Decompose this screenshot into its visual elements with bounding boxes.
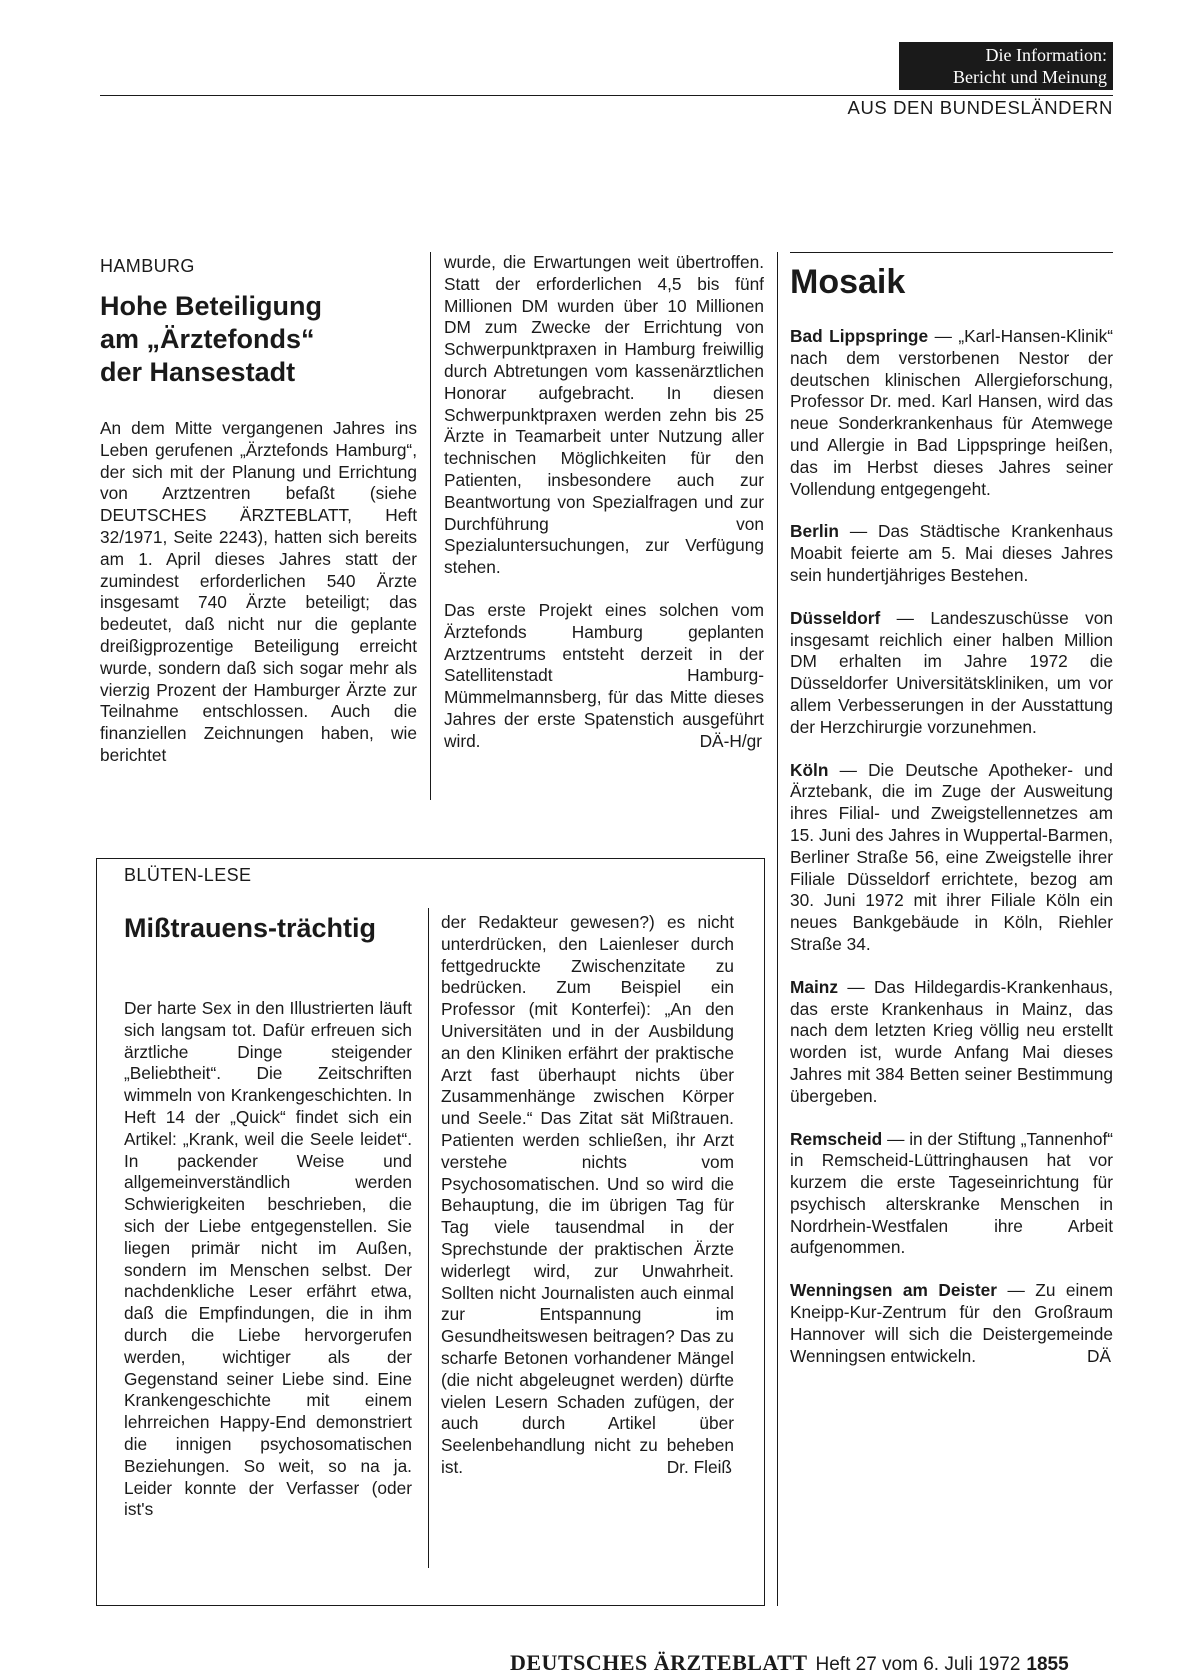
mosaik-entry [790,977,1113,1108]
hamburg-headline-line-3: der Hansestadt [100,357,296,387]
mosaik-entry-place: Bad Lippspringe [790,326,929,346]
mosaik-entry-text: — Das Städtische Krankenhaus Moabit feierte am 5. Mai dieses Jahres sein hundertjähriges Bestehen. [790,521,1113,585]
column-divider [430,252,431,800]
mosaik-entry-place: Remscheid [790,1128,883,1149]
mosaik-entry-text: — Das Hildegardis-Krankenhaus, das erste Krankenhaus in Mainz, das nach dem letzten Krieg völlig neu erstellt worden ist, wurde Anfang Mai dieses Jahres mit 384 Betten seiner Bestimmung übergeben. [790,976,1113,1106]
hamburg-headline-line-2: am „Ärztefonds“ [100,324,315,354]
mosaik-signature: DÄ [1086,1345,1111,1366]
hamburg-paragraph-3 [444,600,764,753]
bluetenlese-headline: Mißtrauens-trächtig [124,913,377,943]
hamburg-headline [100,290,400,389]
mosaik-entry [790,521,1113,586]
section-label: AUS DEN BUNDESLÄNDERN [847,97,1113,118]
mosaik-entry-place: Berlin [790,521,839,542]
bluetenlese-signature: Dr. Fleiß [666,1456,732,1477]
mosaik-column [790,326,1113,1367]
bluetenlese-column-1 [124,998,412,1521]
badge-line-2: Bericht und Meinung [953,67,1107,87]
section-badge [899,42,1113,90]
page-number: 1855 [1026,1654,1069,1675]
mosaik-entry [790,326,1113,500]
mosaik-entry [790,760,1113,956]
hamburg-column-2 [444,252,764,753]
header-rule [100,95,1113,96]
hamburg-signature: DÄ-H/gr [699,730,762,751]
box-column-divider [428,908,429,1568]
issue-info: Heft 27 vom 6. Juli 1972 [815,1654,1021,1675]
hamburg-headline-line-1: Hohe Beteiligung [100,291,322,321]
mosaik-entry-text: — Landeszuschüsse von insgesamt reichlich einer halben Million DM erhalten im Jahre 1972 die Düsseldorfer Universitätskliniken, um vor allem Verbesserungen in der Ausstattung der Herzchirurgie vorzunehmen. [790,607,1113,737]
mosaik-entry-place: Mainz [790,976,839,997]
bluetenlese-paragraph-2 [441,912,734,1479]
journal-name: DEUTSCHES ÄRZTEBLATT [510,1650,808,1675]
hamburg-column-1 [100,418,417,767]
bluetenlese-column-2 [441,912,734,1479]
mosaik-entry-text: — Zu einem Kneipp-Kur-Zentrum für den Großraum Hannover will sich die Deistergemeinde Wenningsen entwickeln. [790,1280,1113,1366]
hamburg-paragraph-1: An dem Mitte vergangenen Jahres ins Leben gerufenen „Ärztefonds Hamburg“, der sich mit der Planung und Errichtung von Arztzentren befaßt (siehe DEUTSCHES ÄRZTEBLATT, Heft 32/1971, Seite 2243), hatten sich bereits am 1. April dieses Jahres statt der zumindest erforderlichen 540 Ärzte insgesamt 740 Ärzte beteiligt; das bedeutet, daß nicht nur die geplante dreißigprozentige Beteiligung erreicht wurde, sondern daß sich sogar mehr als vierzig Prozent der Hamburger Ärzte zur Teilnahme entschlossen. Auch die finanziellen Zeichnungen haben, wie berichtet [100,418,417,765]
bluetenlese-paragraph-1: Der harte Sex in den Illustrierten läuft sich langsam tot. Dafür erfreuen sich ärztliche Dinge steigender „Beliebtheit“. Die Zeitschriften wimmeln von Krankengeschichten. In Heft 14 der „Quick“ findet sich ein Artikel: „Krank, weil die Seele leidet“. In packender Weise und allgemeinverständlich werden Schwierigkeiten beschrieben, die sich der Liebe entgegenstellen. Sie liegen primär nicht im Außen, sondern im Menschen selbst. Der nachdenkliche Leser erfährt etwa, daß die Empfindungen, die in ihm durch die Liebe hervorgerufen werden, wichtiger als der Gegenstand seiner Liebe sind. Eine Krankengeschichte mit einem lehrreichen Happy-End demonstriert die innigen psychosomatischen Beziehungen. So weit, so na ja. Leider konnte der Verfasser (oder ist's [124,998,412,1520]
bluetenlese-paragraph-2-text: der Redakteur gewesen?) es nicht unterdrücken, den Laienleser durch fettgedruckte Zwischenzitate zu bedrücken. Zum Beispiel ein Professor (mit Konterfei): „An den Universitäten und in der Ausbildung an den Kliniken erfährt der praktische Arzt fast überhaupt nichts über Zusammenhänge zwischen Körper und Seele.“ Das Zitat sät Mißtrauen. Patienten werden schließen, ihr Arzt verstehe nichts vom Psychosomatischen. Und so wird die Behauptung, die im übrigen Tag für Tag viele tausendmal in der Sprechstunde der praktischen Ärzte widerlegt wird, zur Unwahrheit. Sollten nicht Journalisten auch einmal zur Entspannung im Gesundheitswesen beitragen? Das zu scharfe Betonen vorhandener Mängel (die nicht abgeleugnet werden) dürfte vielen Lesern Schaden zufügen, der auch durch Artikel über Seelenbehandlung nicht zu beheben ist. [441,912,734,1477]
mosaik-entry-place: Wenningsen am Deister [790,1280,997,1301]
mosaik-entry [790,1129,1113,1260]
mosaik-entry-text: — in der Stiftung „Tannenhof“ in Remscheid-Lüttringhausen hat vor kurzem die erste Tageseinrichtung für psychisch alterskranke Menschen in Nordrhein-Westfalen ihre Arbeit aufgenommen. [790,1128,1113,1258]
mosaik-entry-place: Düsseldorf [790,607,881,628]
mosaik-entry-text: — Die Deutsche Apotheker- und Ärztebank, die im Zuge der Ausweitung ihres Filial- und Zweigstellennetzes am 15. Juni des Jahres in Wuppertal-Barmen, Berliner Straße 56, eine Zweigstelle ihrer Filiale Düsseldorf errichtete, bezog am 30. Juni 1972 mit ihrer Filiale Köln ein neues Bankgebäude in Köln, Riehler Straße 34. [790,759,1113,954]
mosaik-entry [790,608,1113,739]
mosaik-entry-place: Köln [790,759,829,780]
hamburg-kicker: HAMBURG [100,256,195,276]
hamburg-paragraph-3-text: Das erste Projekt eines solchen vom Ärztefonds Hamburg geplanten Arztzentrums entsteht derzeit in der Satellitenstadt Hamburg-Mümmelmannsberg, für das Mitte dieses Jahres der erste Spatenstich ausgeführt wird. [444,599,764,751]
mosaik-entry-text: — „Karl-Hansen-Klinik“ nach dem verstorbenen Nestor der deutschen klinischen Allergieforschung, Professor Dr. med. Karl Hansen, wird das neue Sonderkrankenhaus für Atemwege und Allergie in Bad Lippspringe heißen, das im Herbst dieses Jahres seiner Vollendung entgegengeht. [790,326,1113,499]
hamburg-paragraph-2: wurde, die Erwartungen weit übertroffen. Statt der erforderlichen 4,5 bis fünf Millionen DM wurden über 10 Millionen DM zum Zwecke der Errichtung von Schwerpunktpraxen in Hamburg freiwillig durch Abtretungen vom kassenärztlichen Honorar aufgebracht. In diesen Schwerpunktpraxen werden zehn bis 25 Ärzte in Teamarbeit unter Nutzung aller technischen Möglichkeiten für den Patienten, insbesondere auch zur Beantwortung von Spezialfragen und zur Durchführung von Spezialuntersuchungen, zur Verfügung stehen. [444,252,764,578]
bluetenlese-kicker: BLÜTEN-LESE [124,865,252,885]
page-footer [510,1650,1069,1676]
mosaik-top-rule [790,252,1113,253]
mosaik-title: Mosaik [790,263,906,301]
badge-line-1: Die Information: [985,45,1107,65]
mosaik-entry [790,1280,1113,1367]
mosaik-divider [777,252,778,1606]
